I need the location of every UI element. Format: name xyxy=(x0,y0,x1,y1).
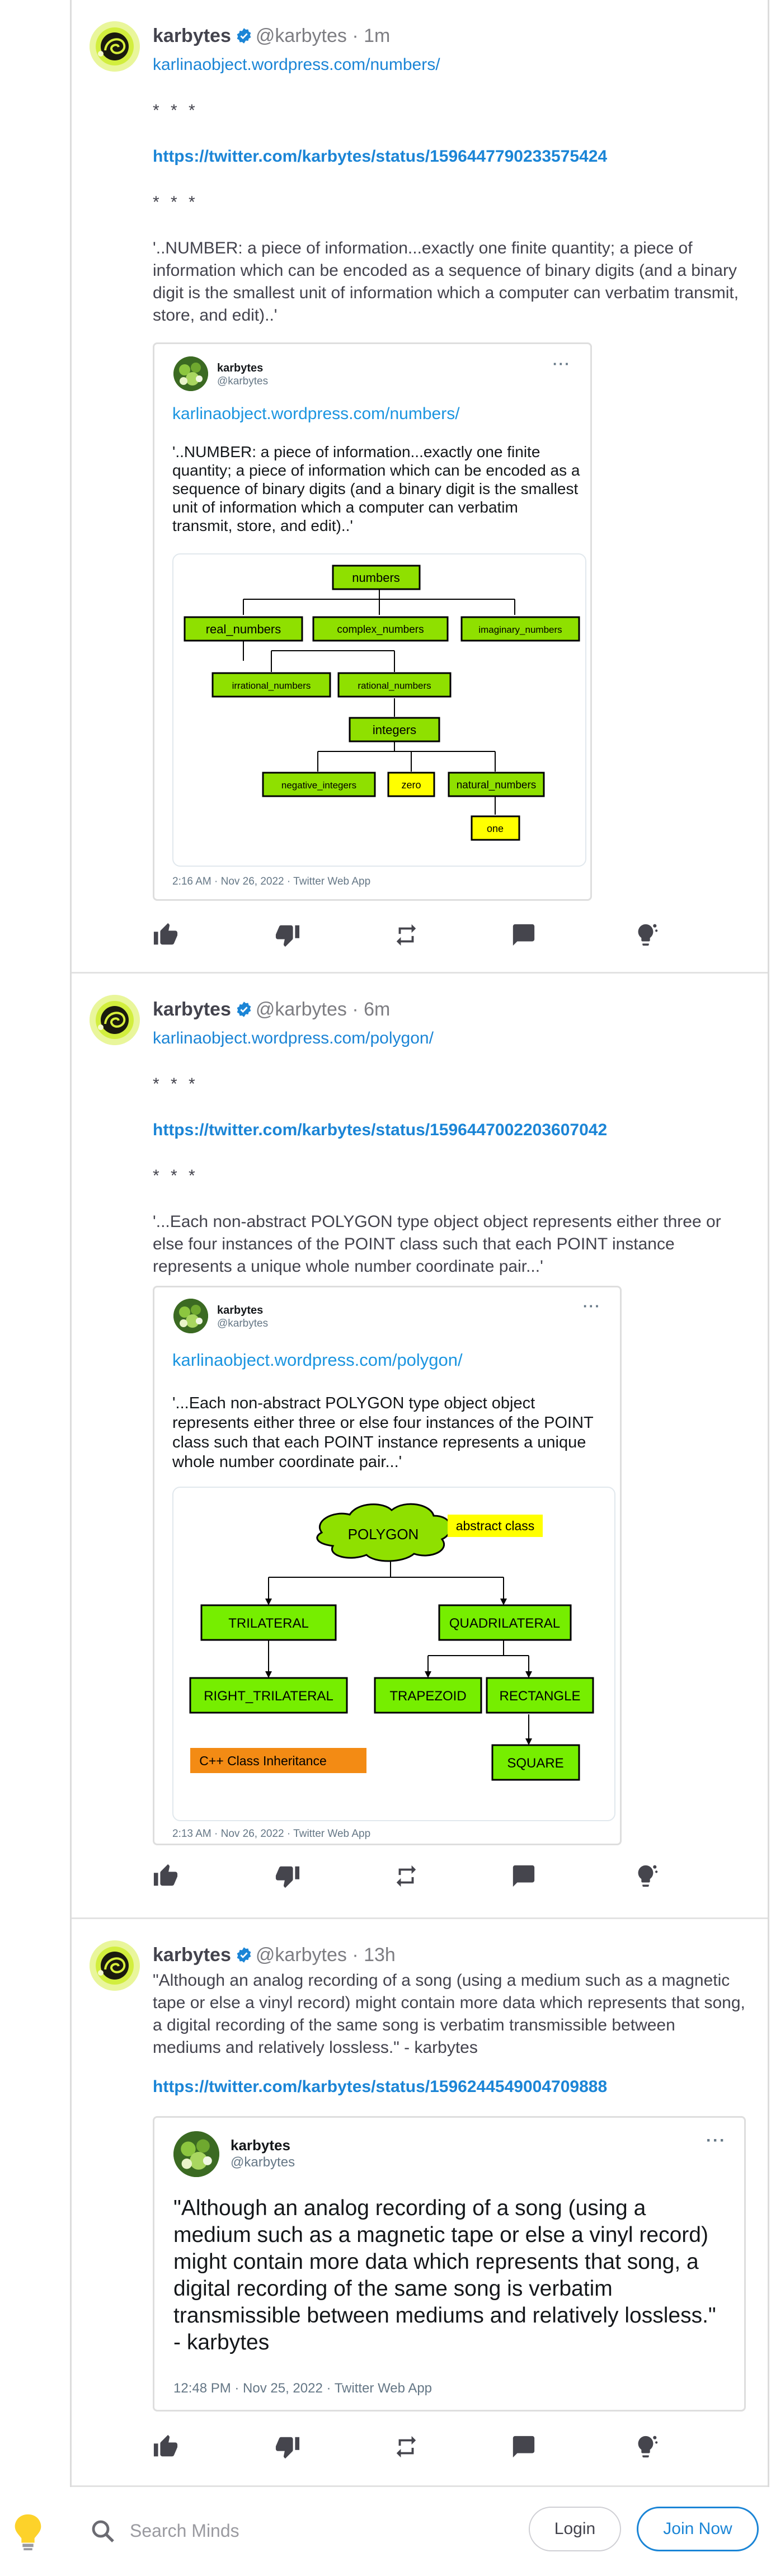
thumbs-down-icon[interactable] xyxy=(275,922,303,950)
post-link[interactable]: karlinaobject.wordpress.com/polygon/ xyxy=(153,1029,434,1047)
post-quote: '...Each non-abstract POLYGON type object object represents either three or else four instances of the POINT class such that each POINT instance represents a unique whole number coordinate pair...' xyxy=(153,1212,721,1276)
author-avatar[interactable] xyxy=(90,21,140,72)
node-integers: integers xyxy=(372,723,417,737)
embed-link[interactable]: karlinaobject.wordpress.com/numbers/ xyxy=(172,405,460,423)
node-abstract-class: abstract class xyxy=(455,1519,535,1533)
remind-icon[interactable] xyxy=(393,1863,421,1891)
post-time[interactable]: 13h xyxy=(364,1944,396,1966)
tweet-url-link[interactable]: https://twitter.com/karbytes/status/1596244549004709888 xyxy=(153,2077,608,2096)
header-separator: · xyxy=(346,25,364,46)
embed-author-name[interactable]: karbytes xyxy=(231,2137,290,2154)
boost-icon[interactable] xyxy=(633,1863,661,1891)
post-card xyxy=(72,0,768,974)
embed-link[interactable]: karlinaobject.wordpress.com/polygon/ xyxy=(172,1350,463,1370)
author-name[interactable]: karbytes xyxy=(153,999,231,1020)
node-trilateral: TRILATERAL xyxy=(228,1616,309,1631)
thumbs-up-icon[interactable] xyxy=(153,1863,181,1891)
remind-icon[interactable] xyxy=(393,922,421,950)
post-body xyxy=(153,1027,746,1278)
embedded-tweet[interactable] xyxy=(153,342,592,901)
post-header xyxy=(153,996,390,1023)
node-real-numbers: real_numbers xyxy=(205,622,281,636)
node-rectangle: RECTANGLE xyxy=(499,1689,581,1704)
embedded-tweet[interactable] xyxy=(153,1286,622,1845)
verified-icon xyxy=(236,27,252,44)
separator-text: * * * xyxy=(153,101,199,120)
embed-timestamp[interactable]: 12:48 PM · Nov 25, 2022 · Twitter Web App xyxy=(173,2381,432,2396)
boost-icon[interactable] xyxy=(633,2434,661,2462)
embed-author-handle[interactable]: @karbytes xyxy=(217,1318,269,1329)
header-separator: · xyxy=(346,1944,364,1966)
separator-text: * * * xyxy=(153,193,199,211)
embed-text: '...Each non-abstract POLYGON type object object represents either three or else four instances of the POINT class such that each POINT instance represents a unique whole number coordinate pair...' xyxy=(172,1394,594,1471)
node-one: one xyxy=(486,823,504,834)
post-actions xyxy=(153,922,690,950)
node-rational-numbers: rational_numbers xyxy=(358,680,431,691)
node-right-trilateral: RIGHT_TRILATERAL xyxy=(204,1689,333,1704)
post-actions xyxy=(153,1863,690,1891)
more-options-icon[interactable]: ··· xyxy=(583,1298,601,1314)
search-input[interactable] xyxy=(129,2513,444,2548)
node-quadrilateral: QUADRILATERAL xyxy=(449,1616,561,1631)
embedded-tweet[interactable] xyxy=(153,2116,746,2412)
post-time[interactable]: 1m xyxy=(364,25,391,46)
author-avatar[interactable] xyxy=(90,995,140,1045)
header-separator: · xyxy=(346,999,364,1020)
node-square: SQUARE xyxy=(507,1756,564,1771)
more-options-icon[interactable]: ··· xyxy=(706,2131,726,2150)
verified-icon xyxy=(236,1947,252,1963)
more-options-icon[interactable]: ··· xyxy=(553,355,571,372)
numbers-hierarchy-diagram[interactable] xyxy=(172,553,586,867)
polygon-class-diagram[interactable] xyxy=(172,1487,615,1821)
author-handle[interactable]: @karbytes xyxy=(255,1944,347,1966)
activity-feed xyxy=(70,0,769,2487)
embed-author-name[interactable]: karbytes xyxy=(217,1304,264,1317)
comment-icon[interactable] xyxy=(511,922,539,950)
comment-icon[interactable] xyxy=(511,2434,539,2462)
diagram-svg xyxy=(173,554,585,866)
post-quote: '..NUMBER: a piece of information...exactly one finite quantity; a piece of information which can be encoded as a sequence of binary digits (and a binary digit is the smallest unit of information which a computer can verbatim transmit, store, and edit)..' xyxy=(153,239,739,325)
embed-avatar[interactable] xyxy=(173,356,208,391)
embed-text: "Although an analog recording of a song (using a medium such as a magnetic tape or else a vinyl record) might contain more data which represents that song, a digital recording of the same song is verbatim transmissible between mediums and relatively lossless." - karbytes xyxy=(173,2196,716,2354)
login-button[interactable]: Login xyxy=(529,2507,621,2551)
lightbulb-icon[interactable] xyxy=(11,2512,45,2551)
thumbs-up-icon[interactable] xyxy=(153,922,181,950)
author-handle[interactable]: @karbytes xyxy=(255,999,347,1020)
post-header xyxy=(153,1942,396,1968)
tweet-url-link[interactable]: https://twitter.com/karbytes/status/1596447002203607042 xyxy=(153,1121,608,1139)
node-polygon: POLYGON xyxy=(347,1526,419,1543)
separator-text: * * * xyxy=(153,1075,199,1093)
node-trapezoid: TRAPEZOID xyxy=(389,1689,467,1704)
post-link[interactable]: karlinaobject.wordpress.com/numbers/ xyxy=(153,55,440,74)
legend-label: C++ Class Inheritance xyxy=(199,1754,327,1768)
thumbs-down-icon[interactable] xyxy=(275,2434,303,2462)
diagram-svg xyxy=(173,1488,614,1820)
author-name[interactable]: karbytes xyxy=(153,1944,231,1966)
post-card xyxy=(72,974,768,1919)
node-imaginary-numbers: imaginary_numbers xyxy=(478,624,562,635)
post-quote: "Although an analog recording of a song (using a medium such as a magnetic tape or else a vinyl record) might contain more data which represents that song, a digital recording of the same song is verbatim transmissible between mediums and relatively lossless." - karbytes xyxy=(153,1971,745,2057)
author-name[interactable]: karbytes xyxy=(153,25,231,46)
node-irrational-numbers: irrational_numbers xyxy=(232,680,311,691)
verified-icon xyxy=(236,1001,252,1018)
embed-avatar[interactable] xyxy=(173,1299,208,1333)
embed-author-name[interactable]: karbytes xyxy=(217,362,264,374)
embed-author-handle[interactable]: @karbytes xyxy=(217,375,269,387)
author-avatar[interactable] xyxy=(90,1940,140,1991)
thumbs-up-icon[interactable] xyxy=(153,2434,181,2462)
node-complex-numbers: complex_numbers xyxy=(337,624,424,636)
embed-author-handle[interactable]: @karbytes xyxy=(231,2155,295,2170)
comment-icon[interactable] xyxy=(511,1863,539,1891)
embed-text: '..NUMBER: a piece of information...exactly one finite quantity; a piece of information which can be encoded as a sequence of binary digits (and a binary digit is the smallest unit of information which a computer can verbatim transmit, store, and edit)..' xyxy=(172,443,580,534)
remind-icon[interactable] xyxy=(393,2434,421,2462)
join-now-button[interactable]: Join Now xyxy=(637,2507,759,2551)
post-body xyxy=(153,54,746,327)
search-icon[interactable] xyxy=(90,2518,116,2545)
node-natural-numbers: natural_numbers xyxy=(456,779,537,791)
embed-timestamp[interactable]: 2:16 AM · Nov 26, 2022 · Twitter Web App xyxy=(172,876,371,887)
thumbs-down-icon[interactable] xyxy=(275,1863,303,1891)
boost-icon[interactable] xyxy=(633,922,661,950)
post-actions xyxy=(153,2434,690,2462)
tweet-url-link[interactable]: https://twitter.com/karbytes/status/1596447790233575424 xyxy=(153,147,608,166)
post-time[interactable]: 6m xyxy=(364,999,391,1020)
post-card xyxy=(72,1919,768,2487)
author-handle[interactable]: @karbytes xyxy=(255,25,347,46)
node-negative-integers: negative_integers xyxy=(281,780,357,791)
separator-text: * * * xyxy=(153,1167,199,1185)
node-numbers: numbers xyxy=(352,571,400,585)
embed-timestamp[interactable]: 2:13 AM · Nov 26, 2022 · Twitter Web App xyxy=(172,1828,371,1840)
post-body xyxy=(153,1969,746,2098)
node-zero: zero xyxy=(401,779,421,791)
post-header xyxy=(153,22,390,49)
embed-avatar[interactable] xyxy=(173,2131,219,2177)
